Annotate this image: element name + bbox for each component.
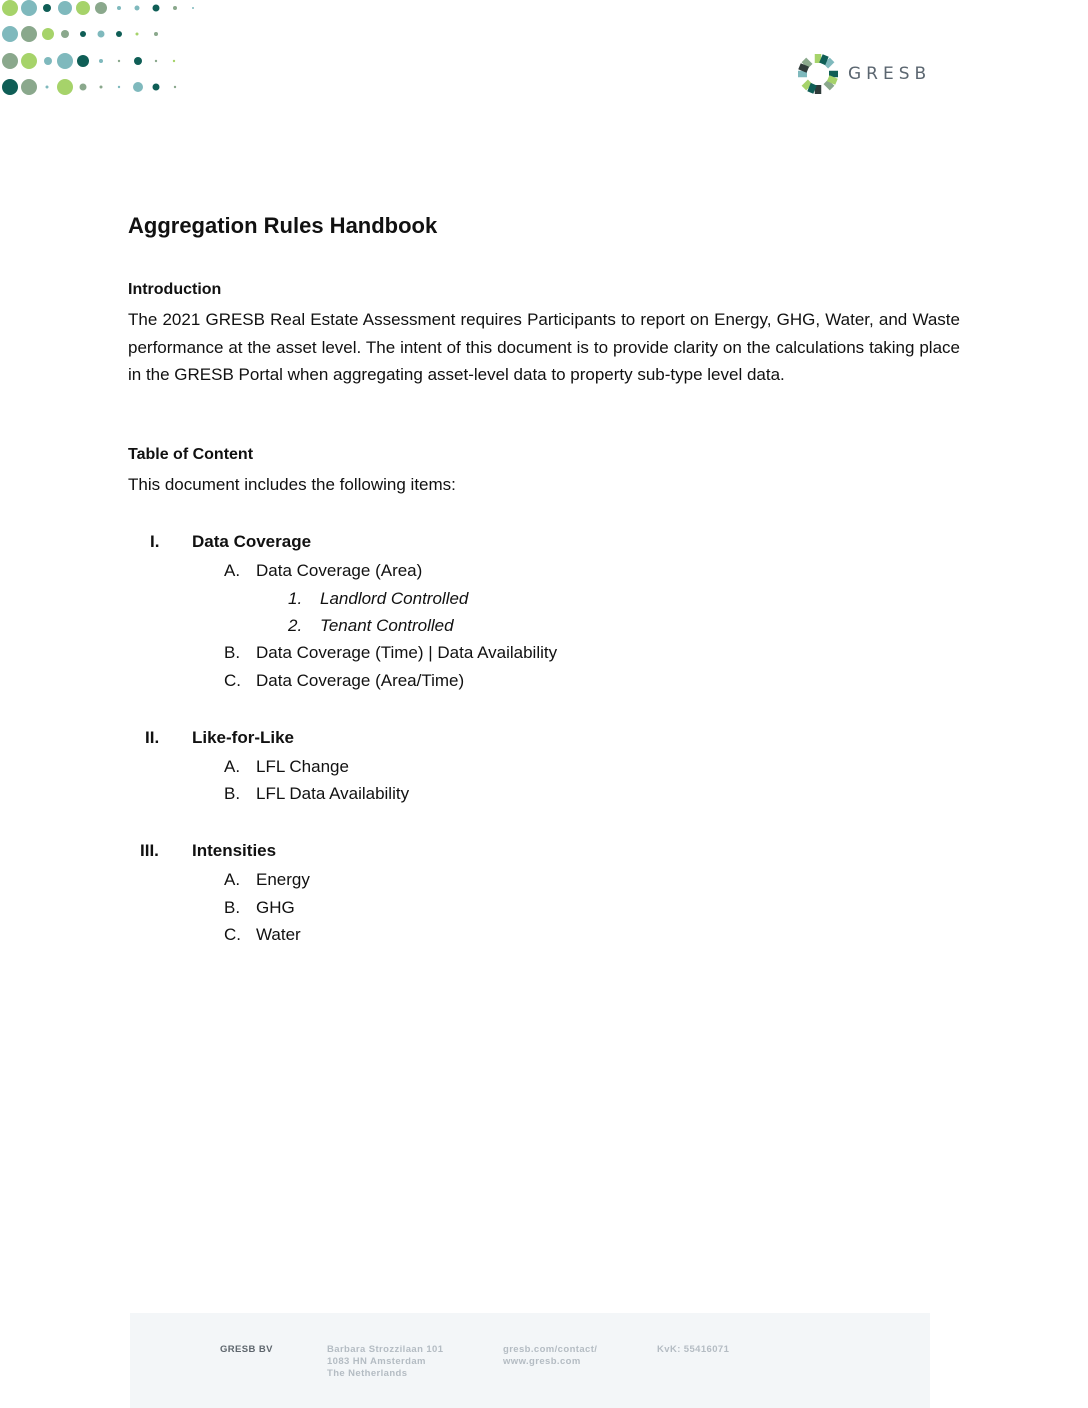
toc-section-like-for-like: Like-for-Like bbox=[192, 728, 295, 747]
toc-item-data-coverage-area: Data Coverage (Area) bbox=[256, 561, 423, 580]
brand-logo bbox=[796, 52, 931, 96]
toc-section-intensities: Intensities bbox=[192, 841, 277, 860]
toc-item-data-coverage-area-time: Data Coverage (Area/Time) bbox=[256, 671, 465, 690]
toc-heading: Table of Content bbox=[128, 446, 254, 463]
toc-item-lfl-change: LFL Change bbox=[256, 757, 349, 776]
toc-item-energy: Energy bbox=[256, 870, 310, 889]
dot-pattern-decoration bbox=[0, 0, 200, 100]
toc-item-letter: A. bbox=[224, 757, 241, 776]
toc-lead: This document includes the following items: bbox=[128, 475, 456, 494]
footer-address-line: The Netherlands bbox=[327, 1368, 408, 1379]
toc-item-data-coverage-time: Data Coverage (Time) | Data Availability bbox=[256, 643, 558, 662]
footer-address-line: 1083 HN Amsterdam bbox=[327, 1356, 426, 1367]
gresb-ring-logo-icon bbox=[796, 52, 840, 96]
toc-item-lfl-data-availability: LFL Data Availability bbox=[256, 784, 410, 803]
page-footer bbox=[130, 1313, 930, 1408]
toc-item-letter: B. bbox=[224, 643, 241, 662]
toc-subitem-number: 2. bbox=[288, 616, 303, 635]
introduction-paragraph: The 2021 GRESB Real Estate Assessment requires Participants to report on Energy, GHG, Water, and Waste performance at the asset level. The intent of this document is to provide clarity on the calculations taking place in the GRESB Portal when aggregating asset-level data to property sub-type level data. bbox=[128, 310, 960, 384]
toc-section-data-coverage: Data Coverage bbox=[192, 532, 312, 551]
footer-website-link[interactable]: www.gresb.com bbox=[503, 1356, 581, 1367]
toc-item-ghg: GHG bbox=[256, 898, 295, 917]
toc-item-water: Water bbox=[256, 925, 301, 944]
toc-section-numeral: I. bbox=[150, 532, 160, 551]
toc-section-numeral: III. bbox=[140, 841, 159, 860]
introduction-heading: Introduction bbox=[128, 281, 222, 298]
footer-company: GRESB BV bbox=[220, 1344, 273, 1355]
toc-subitem-number: 1. bbox=[288, 589, 303, 608]
document-title: Aggregation Rules Handbook bbox=[128, 213, 438, 238]
toc-item-letter: B. bbox=[224, 784, 241, 803]
toc-item-letter: A. bbox=[224, 561, 241, 580]
toc-subitem-landlord-controlled: Landlord Controlled bbox=[320, 589, 469, 608]
footer-kvk: KvK: 55416071 bbox=[657, 1344, 730, 1355]
toc-subitem-tenant-controlled: Tenant Controlled bbox=[320, 616, 454, 635]
toc-item-letter: C. bbox=[224, 671, 241, 690]
toc-section-numeral: II. bbox=[145, 728, 160, 747]
brand-wordmark: GRESB bbox=[848, 64, 932, 84]
footer-address-line: Barbara Strozzilaan 101 bbox=[327, 1344, 444, 1355]
toc-item-letter: C. bbox=[224, 925, 241, 944]
footer-contact-link[interactable]: gresb.com/contact/ bbox=[503, 1344, 598, 1355]
toc-item-letter: B. bbox=[224, 898, 241, 917]
toc-item-letter: A. bbox=[224, 870, 241, 889]
